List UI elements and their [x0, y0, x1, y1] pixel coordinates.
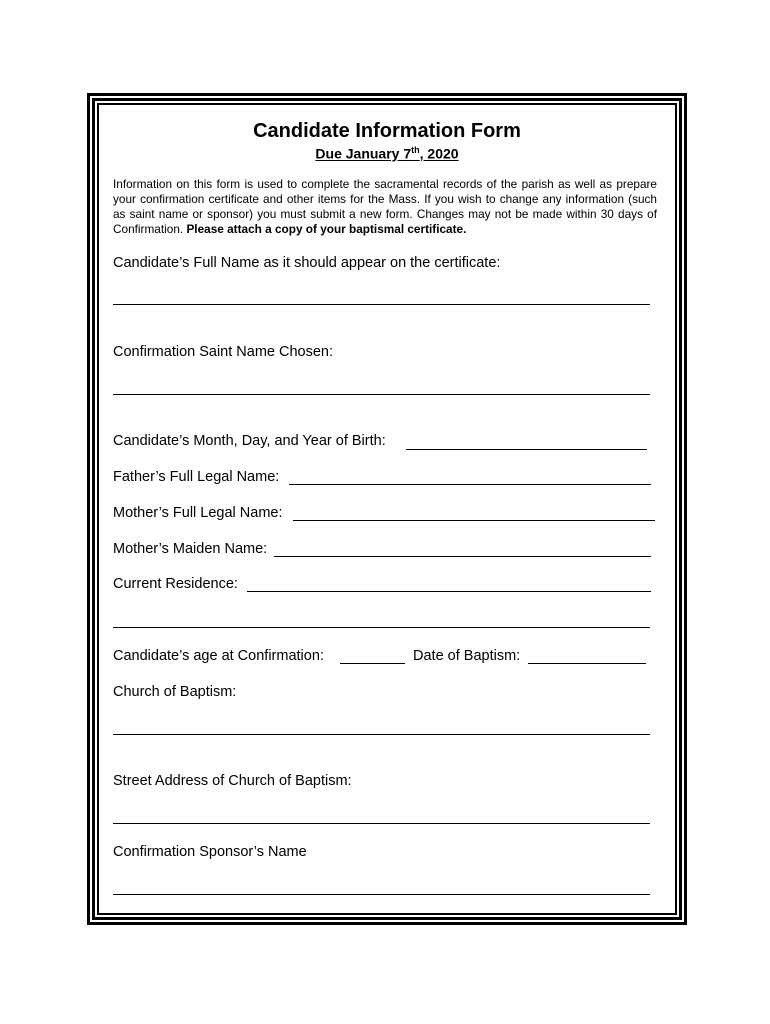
mother-name-label: Mother’s Full Legal Name: — [113, 505, 283, 521]
father-name-label: Father’s Full Legal Name: — [113, 469, 280, 485]
baptism-church-label: Church of Baptism: — [113, 684, 237, 700]
baptism-church-line[interactable] — [113, 734, 650, 735]
age-confirmation-label: Candidate’s age at Confirmation: — [113, 648, 324, 664]
full-name-line[interactable] — [113, 304, 650, 305]
mother-name-line[interactable] — [293, 520, 655, 521]
sponsor-name-label: Confirmation Sponsor’s Name — [113, 844, 307, 860]
baptism-church-address-line[interactable] — [113, 823, 650, 824]
form-title: Candidate Information Form — [253, 120, 521, 142]
birth-date-label: Candidate’s Month, Day, and Year of Birth: — [113, 433, 386, 449]
father-name-line[interactable] — [289, 484, 651, 485]
baptism-church-address-label: Street Address of Church of Baptism: — [113, 773, 352, 789]
residence-line[interactable] — [247, 591, 651, 592]
intro-bold-note: Please attach a copy of your baptismal certificate. — [186, 222, 467, 236]
residence-label: Current Residence: — [113, 576, 238, 592]
birth-date-line[interactable] — [406, 449, 647, 450]
mother-maiden-line[interactable] — [274, 556, 651, 557]
due-date-ordinal: th — [411, 145, 420, 155]
due-date-prefix: Due January 7 — [315, 145, 412, 162]
saint-name-label: Confirmation Saint Name Chosen: — [113, 344, 334, 360]
baptism-date-label: Date of Baptism: — [413, 648, 521, 664]
intro-text: Information on this form is used to complete the sacramental records of the parish as well as prepare your confirmation certificate and other items for the Mass. If you wish to change any information (such as saint name or sponsor) you must submit a new form. Changes may not be made within 30 days of Confirmation. — [113, 177, 657, 236]
age-confirmation-line[interactable] — [340, 663, 405, 664]
due-date — [97, 145, 677, 162]
full-name-label: Candidate’s Full Name as it should appear on the certificate: — [113, 255, 501, 271]
sponsor-name-line[interactable] — [113, 894, 650, 895]
due-date-suffix: , 2020 — [419, 145, 459, 162]
saint-name-line[interactable] — [113, 394, 650, 395]
mother-maiden-label: Mother’s Maiden Name: — [113, 541, 268, 557]
intro-paragraph — [113, 177, 657, 237]
residence-line-2[interactable] — [113, 627, 650, 628]
baptism-date-line[interactable] — [528, 663, 646, 664]
